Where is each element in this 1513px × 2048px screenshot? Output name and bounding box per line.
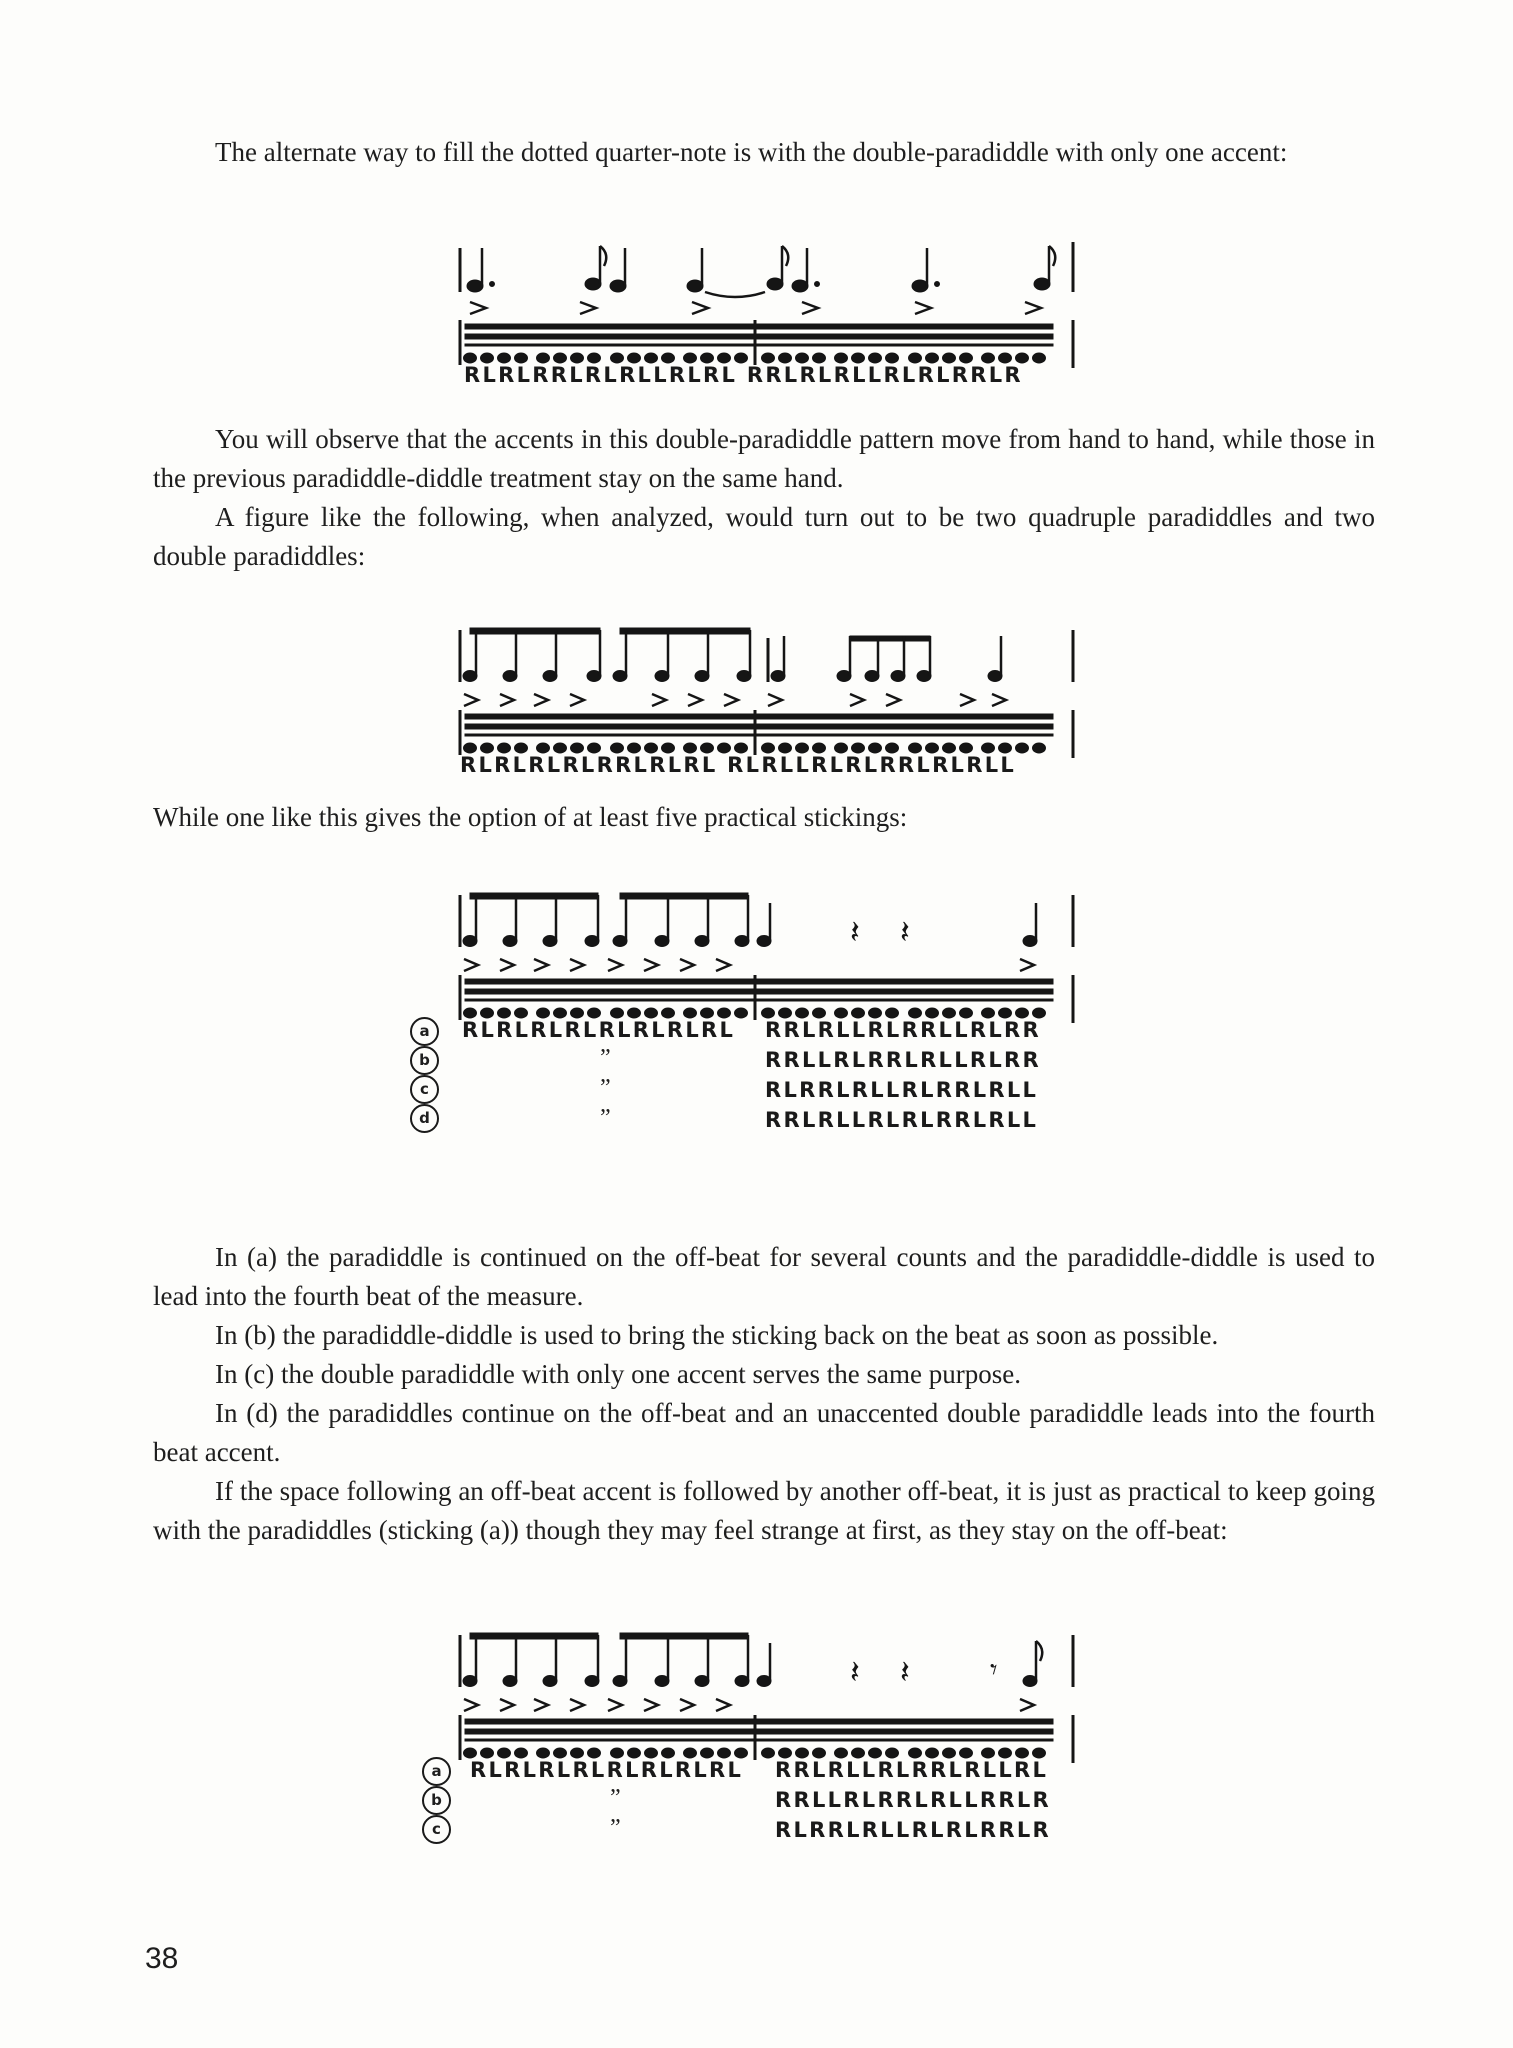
ditto-mark: ” <box>610 1785 621 1811</box>
paragraph-1: The alternate way to fill the dotted quarter-note is with the double-paradiddle with only one accent: <box>215 137 1288 167</box>
option-label-a: a <box>422 1757 451 1786</box>
option-label-b: b <box>410 1046 439 1075</box>
paragraph-5: In (a) the paradiddle is continued on the off-beat for several counts and the paradiddle-diddle is used to lead into the fourth beat of the measure. <box>153 1242 1375 1311</box>
sticking-left-a: RLRLRLRLRLRLRLRL <box>470 1758 744 1782</box>
sticking-row: RLRLRLRLRRLRLRL RLRLLRLRLRRLRLRLL <box>460 753 1017 777</box>
music-example-1 <box>430 220 1090 390</box>
paragraph-3: A figure like the following, when analyzed, would turn out to be two quadruple paradiddles and two double paradiddles: <box>153 502 1375 571</box>
music-example-3 <box>410 875 1100 1165</box>
ditto-mark: ” <box>610 1815 621 1841</box>
paragraph-9: If the space following an off-beat accent is followed by another off-beat, it is just as practical to keep going with the paradiddles (sticking (a)) though they may feel strange at first, as they stay on the off-beat: <box>153 1476 1375 1545</box>
sticking-right-a: RRLRLLRLRRLLRLRR <box>765 1018 1042 1042</box>
paragraph-2: You will observe that the accents in this double-paradiddle pattern move from hand to hand, while those in the previous paradiddle-diddle treatment stay on the same hand. <box>153 424 1375 493</box>
option-label-d: d <box>410 1104 439 1133</box>
ditto-mark: ” <box>600 1045 611 1071</box>
page-number: 38 <box>145 1942 179 1975</box>
ditto-mark: ” <box>600 1105 611 1131</box>
sticking-left-a: RLRLRLRLRLRLRLRL <box>462 1018 736 1042</box>
music-example-2 <box>430 610 1090 780</box>
option-label-b: b <box>422 1786 451 1815</box>
option-label-c: c <box>422 1815 451 1844</box>
paragraph-4: While one like this gives the option of at least five practical stickings: <box>153 802 908 832</box>
sticking-right-c: RLRRLRLLRLRLRRLR <box>775 1818 1052 1842</box>
paragraph-8: In (d) the paradiddles continue on the off-beat and an unaccented double paradiddle leads into the fourth beat accent. <box>153 1398 1375 1467</box>
sticking-right-b: RRLLRLRRLRLLRRLR <box>775 1788 1052 1812</box>
svg-text:𝄾: 𝄾 <box>990 1653 998 1686</box>
svg-text:𝄽: 𝄽 <box>900 1653 910 1691</box>
music-notation-3 <box>410 875 1100 1025</box>
svg-text:𝄽: 𝄽 <box>850 913 860 951</box>
sticking-right-d: RRLRLLRLRLRRLRLL <box>765 1108 1039 1132</box>
sticking-right-a: RRLRLLRLRRLRLLRL <box>775 1758 1049 1782</box>
music-example-4 <box>410 1615 1100 1865</box>
svg-text:𝄽: 𝄽 <box>900 913 910 951</box>
sticking-right-c: RLRRLRLLRLRRLRLL <box>765 1078 1039 1102</box>
svg-text:𝄽: 𝄽 <box>850 1653 860 1691</box>
paragraph-7: In (c) the double paradiddle with only one accent serves the same purpose. <box>215 1359 1021 1389</box>
paragraph-6: In (b) the paradiddle-diddle is used to bring the sticking back on the beat as soon as possible. <box>215 1320 1219 1350</box>
sticking-row: RLRLRRLRLRLLRLRL RRLRLRLLRLRLRRLR <box>464 363 1023 387</box>
music-notation-4 <box>410 1615 1100 1765</box>
option-label-c: c <box>410 1075 439 1104</box>
sticking-right-b: RRLLRLRRLRLLRLRR <box>765 1048 1042 1072</box>
option-label-a: a <box>410 1017 439 1046</box>
ditto-mark: ” <box>600 1075 611 1101</box>
